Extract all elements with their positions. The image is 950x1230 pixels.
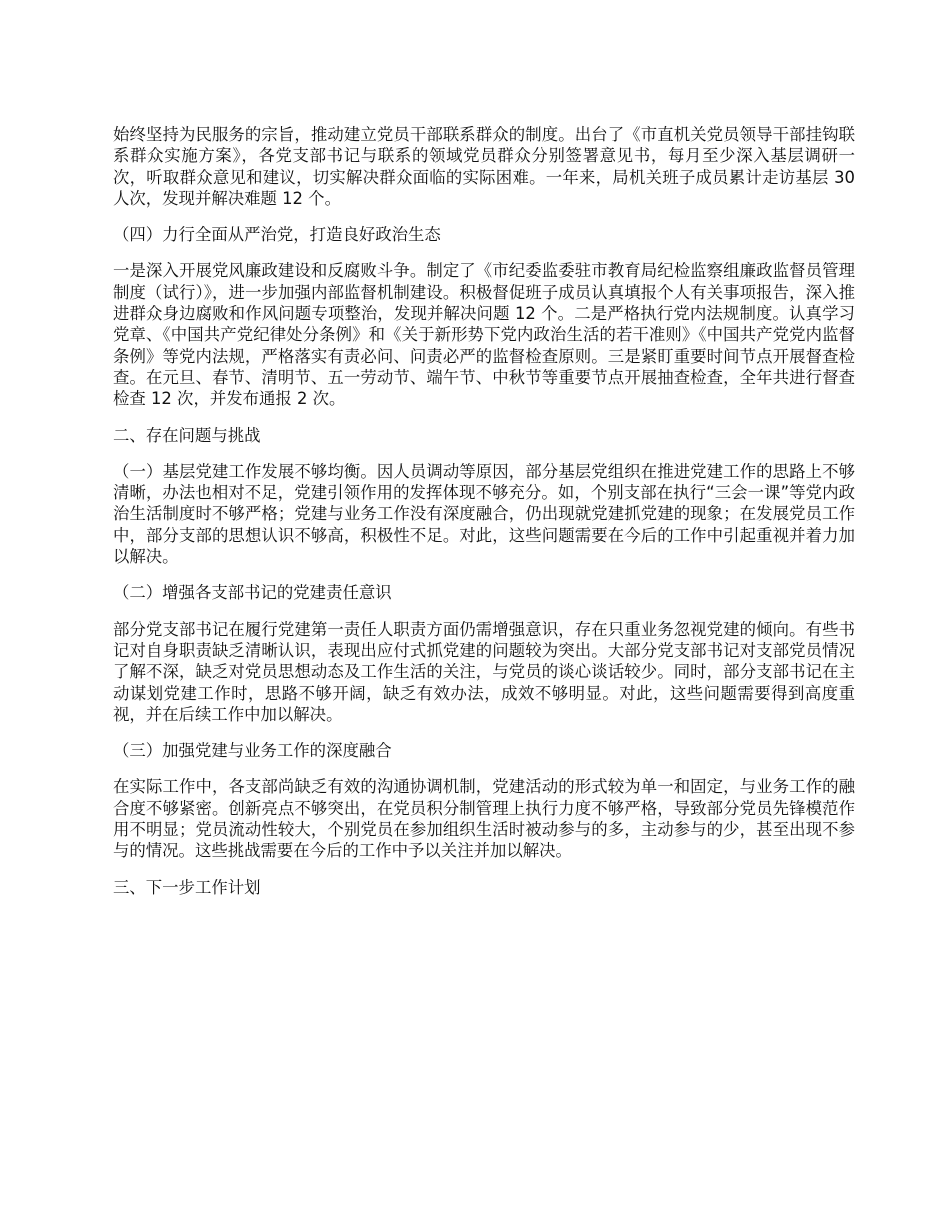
document-page xyxy=(113,124,855,913)
paragraph-integration: 在实际工作中，各支部尚缺乏有效的沟通协调机制，党建活动的形式较为单一和固定，与业务工作的融合度不够紧密。创新亮点不够突出，在党员积分制管理上执行力度不够严格，导致部分党员先锋模范作用不明显；党员流动性较大，个别党员在参加组织生活时被动参与的多，主动参与的少，甚至出现不参与的情况。这些挑战需要在今后的工作中予以关注并加以解决。 xyxy=(113,777,855,861)
paragraph-unbalanced-development: （一）基层党建工作发展不够均衡。因人员调动等原因，部分基层党组织在推进党建工作的思路上不够清晰，办法也相对不足，党建引领作用的发挥体现不够充分。如，个别支部在执行“三会一课”等党内政治生活制度时不够严格；党建与业务工作没有深度融合，仍出现就党建抓党建的现象；在发展党员工作中，部分支部的思想认识不够高，积极性不足。对此，这些问题需要在今后的工作中引起重视并着力加以解决。 xyxy=(113,461,855,567)
paragraph-secretary-responsibility: 部分党支部书记在履行党建第一责任人职责方面仍需增强意识，存在只重业务忽视党建的倾向。有些书记对自身职责缺乏清晰认识，表现出应付式抓党建的问题较为突出。大部分党支部书记对支部党员情况了解不深，缺乏对党员思想动态及工作生活的关注，与党员的谈心谈话较少。同时，部分支部书记在主动谋划党建工作时，思路不够开阔，缺乏有效办法，成效不够明显。对此，这些问题需要得到高度重视，并在后续工作中加以解决。 xyxy=(113,619,855,724)
paragraph-contact-masses: 始终坚持为民服务的宗旨，推动建立党员干部联系群众的制度。出台了《市直机关党员领导干部挂钩联系群众实施方案》，各党支部书记与联系的领域党员群众分别签署意见书，每月至少深入基层调研一次，听取群众意见和建议，切实解决群众面临的实际困难。一年来，局机关班子成员累计走访基层 30 人次，发现并解决难题 12 个。 xyxy=(113,125,855,208)
paragraph-anti-corruption: 一是深入开展党风廉政建设和反腐败斗争。制定了《市纪委监委驻市教育局纪检监察组廉政监督员管理制度（试行）》，进一步加强内部监督机制建设。积极督促班子成员认真填报个人有关事项报告，深入推进群众身边腐败和作风问题专项整治，发现并解决问题 12 个。二是严格执行党内法规制度。认真学习党章、《中国共产党纪律处分条例》和《关于新形势下党内政治生活的若干准则》《中国共产党党内监督条例》等党内法规，严格落实有责必问、问责必严的监督检查原则。三是紧盯重要时间节点开展督查检查。在元旦、春节、清明节、五一劳动节、端午节、中秋节等重要节点开展抽查检查，全年共进行督查检查 12 次，并发布通报 2 次。 xyxy=(113,261,855,409)
section-heading-integration: （三）加强党建与业务工作的深度融合 xyxy=(113,741,392,761)
section-heading-strict-governance: （四）力行全面从严治党，打造良好政治生态 xyxy=(113,225,441,245)
section-heading-next-steps: 三、下一步工作计划 xyxy=(113,877,261,897)
section-heading-problems: 二、存在问题与挑战 xyxy=(113,425,261,445)
section-heading-secretary-responsibility: （二）增强各支部书记的党建责任意识 xyxy=(113,583,392,603)
